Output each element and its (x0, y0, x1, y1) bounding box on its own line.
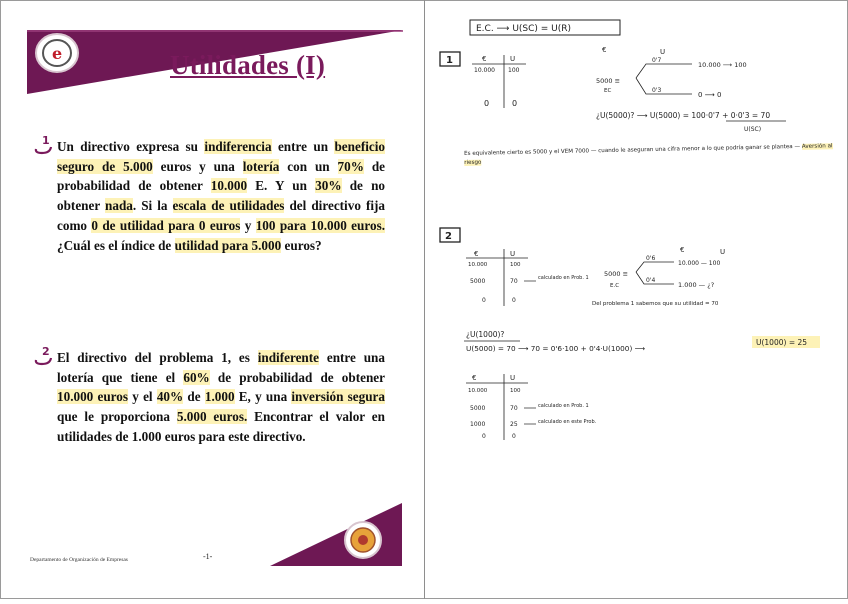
final-cell: 0 (482, 433, 486, 440)
text-run: y el (128, 389, 157, 405)
text-run: entre un (271, 139, 335, 154)
text-run: . Si la (132, 198, 173, 214)
p2-label: 2 (445, 231, 452, 242)
problem-2-text (57, 348, 385, 447)
p2-cell: 10.000 (468, 262, 488, 268)
highlight: 5.000 euros. (176, 409, 248, 425)
p2-tree-euro-head: € (680, 246, 685, 254)
highlight: 1.000 (204, 389, 235, 405)
text-run: y (240, 217, 256, 233)
final-cell: 1000 (470, 421, 486, 428)
highlight: indiferencia (204, 139, 272, 154)
text-run: con un (279, 158, 338, 174)
highlight: 40% (156, 389, 184, 405)
highlight: 0 de utilidad para 0 euros (91, 217, 241, 233)
slide-title: Utilidades (I) (170, 50, 326, 80)
text-run: entre una lotería que tiene el (57, 350, 385, 385)
text-run: euros y una (152, 158, 243, 174)
highlight: lotería (242, 158, 280, 174)
highlight: indiferente (257, 350, 320, 365)
p2-cell: 70 (510, 278, 518, 285)
text-run: de probabilidad de obtener (57, 158, 386, 194)
highlight: nada (105, 198, 133, 214)
p2-branch-top (636, 262, 674, 272)
p1-label: 1 (446, 55, 453, 66)
p1-col-u: U (510, 55, 516, 63)
p2-outcome-bottom: 1.000 — ¿? (678, 281, 715, 289)
text-run: que le proporciona (57, 409, 177, 425)
text-run: de (183, 389, 205, 405)
final-col-u: U (510, 374, 516, 382)
text-run: de no obtener (57, 178, 385, 214)
p1-prob-top: 0'7 (652, 57, 662, 64)
p1-tree-euro-head: € (602, 46, 607, 54)
p1-cell: 10.000 (474, 67, 495, 74)
highlight: 100 para 10.000 euros. (255, 217, 386, 233)
handwritten-notes (424, 0, 848, 599)
problem-number-icon (33, 344, 55, 366)
p2-result: U(1000) = 25 (756, 338, 808, 347)
p2-prob-bottom: 0'4 (646, 277, 656, 284)
final-cell: 25 (510, 421, 518, 428)
department-logo-icon (343, 520, 383, 560)
p1-conclusion: Es equivalente cierto es 5000 y el VEM 7000 — cuando le aseguran una cifra menor a lo que podría ganar se plantea — (464, 143, 801, 157)
highlight: 10.000 euros (57, 389, 129, 405)
final-note: calculado en Prob. 1 (538, 403, 589, 409)
slide-page (0, 0, 424, 599)
p1-cell: 0 (512, 99, 518, 108)
p1-conclusion-box (464, 143, 844, 180)
p2-col-euro: € (474, 250, 479, 258)
p1-cell: 100 (508, 67, 520, 74)
highlight: beneficio seguro de 5.000 (57, 139, 385, 174)
p1-branch-bottom (636, 78, 692, 94)
text-run: Un directivo expresa su (57, 139, 205, 154)
p1-outcome-bottom: 0 ⟶ 0 (698, 91, 722, 99)
university-logo-icon (33, 32, 81, 74)
p1-prob-bottom: 0'3 (652, 87, 662, 94)
p1-utility-calc: ¿U(5000)? ⟶ U(5000) = 100·0'7 + 0·0'3 = 70 (596, 111, 771, 120)
p2-derived-note: Del problema 1 sabemos que su utilidad = 70 (592, 301, 719, 307)
p2-question: ¿U(1000)? (466, 330, 505, 339)
p2-calc-note: calculado en Prob. 1 (538, 275, 589, 281)
problem-1-text (57, 137, 385, 255)
p2-cell: 0 (482, 297, 486, 304)
highlight: escala de utilidades (172, 198, 285, 214)
text-run: del directivo fija como (57, 198, 385, 233)
problem-number: 1 (42, 134, 50, 147)
text-run: Encontrar el valor en utilidades de 1.000 euros para este directivo. (57, 409, 385, 444)
p1-ec: EC (604, 88, 612, 94)
final-cell: 5000 (470, 405, 486, 412)
text-run: El directivo del problema 1, es (57, 350, 258, 365)
p2-cell: 100 (510, 262, 521, 268)
text-run: E, y una (234, 389, 292, 405)
problem-number-icon (33, 133, 55, 155)
p1-conclusion-highlight: Aversión al riesgo (464, 143, 833, 166)
highlight: 10.000 (210, 178, 248, 194)
text-run: E. Y un (247, 178, 316, 194)
p1-outcome-top: 10.000 ⟶ 100 (698, 61, 747, 69)
p2-prob-top: 0'6 (646, 255, 656, 262)
p1-col-euro: € (482, 55, 487, 63)
p1-denominator: U(SC) (744, 126, 762, 133)
highlight: utilidad para 5.000 (174, 237, 282, 253)
text-run: de probabilidad de obtener (209, 369, 385, 385)
highlight: 30% (315, 178, 342, 194)
highlight: 60% (183, 369, 210, 385)
p1-cell: 0 (484, 99, 490, 108)
highlight: inversión segura (291, 389, 386, 405)
final-col-euro: € (472, 374, 477, 382)
p1-branch-top (636, 64, 692, 78)
final-cell: 100 (510, 388, 521, 394)
problem-number: 2 (42, 345, 50, 358)
page-number: -1- (203, 552, 213, 561)
p2-cell: 0 (512, 297, 516, 304)
p2-tree-u-head: U (720, 248, 726, 256)
p2-cell: 5000 (470, 278, 486, 285)
text-run: ¿Cuál es el índice de (57, 237, 175, 253)
final-cell: 70 (510, 405, 518, 412)
notes-page (424, 0, 848, 599)
p2-equation: U(5000) = 70 ⟶ 70 = 0'6·100 + 0'4·U(1000) ⟶ (466, 344, 646, 353)
p1-lottery-lead: 5000 ≡ (596, 77, 621, 85)
final-note: calculado en este Prob. (538, 419, 597, 425)
p2-lottery-lead: 5000 ≡ (604, 270, 629, 278)
header-formula: E.C. ⟶ U(SC) = U(R) (476, 24, 572, 34)
p2-outcome-top: 10.000 — 100 (678, 260, 721, 267)
final-cell: 10.000 (468, 388, 488, 394)
p2-ec: E.C (610, 283, 620, 289)
footer-department: Departamento de Organización de Empresas (30, 557, 128, 563)
p2-col-u: U (510, 250, 516, 258)
highlight: 70% (337, 158, 364, 174)
p1-tree-u-head: U (660, 48, 666, 56)
final-cell: 0 (512, 433, 516, 440)
svg-text:e: e (52, 44, 63, 63)
text-run: euros? (281, 237, 322, 253)
